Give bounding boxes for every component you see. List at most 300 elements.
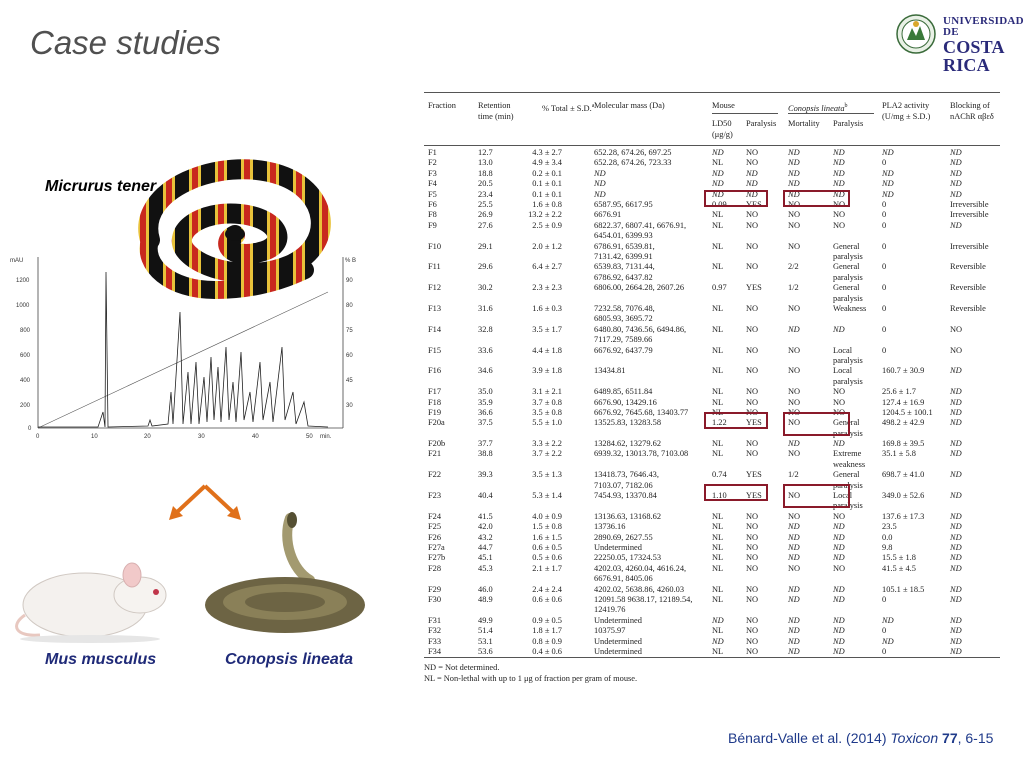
- cell-mortality: NO: [788, 407, 801, 417]
- cell-blocking: ND: [950, 563, 962, 573]
- conopsis-underline: [788, 113, 874, 114]
- table-body: [424, 146, 1000, 657]
- cell-molecular-mass: 13434.81: [594, 366, 626, 376]
- cell-mouse-paralysis: NO: [746, 439, 759, 449]
- cell-mortality: ND: [788, 626, 800, 636]
- header-paralysis: Paralysis: [746, 119, 777, 128]
- cell-blocking: Irreversible: [950, 241, 989, 251]
- cell-retention: 44.7: [478, 543, 493, 553]
- cell-molecular-mass: 6676.90, 13429.16: [594, 397, 657, 407]
- cell-mouse-paralysis: NO: [746, 345, 759, 355]
- cell-mouse-paralysis: NO: [746, 563, 759, 573]
- cell-mortality: ND: [788, 179, 800, 189]
- cell-percent-total: 1.5 ± 0.8: [532, 522, 562, 532]
- cell-mortality: ND: [788, 636, 800, 646]
- cell-retention: 53.1: [478, 636, 493, 646]
- cell-fraction: F23: [428, 491, 442, 501]
- cell-mortality: NO: [788, 387, 801, 397]
- cell-percent-total: 1.8 ± 1.7: [532, 626, 562, 636]
- cell-mortality: NO: [788, 345, 801, 355]
- cell-percent-total: 5.5 ± 1.0: [532, 418, 562, 428]
- cell-molecular-mass: 7454.93, 13370.84: [594, 491, 657, 501]
- cell-pla2: 349.0 ± 52.6: [882, 491, 925, 501]
- cell-ld50: NL: [712, 220, 724, 230]
- cell-blocking: ND: [950, 189, 962, 199]
- cell-conopsis-paralysis: paralysis: [833, 355, 863, 365]
- table-row: [424, 616, 1000, 626]
- cell-pla2: 0: [882, 626, 887, 636]
- cell-percent-total: 4.4 ± 1.8: [532, 345, 562, 355]
- cell-fraction: F32: [428, 626, 442, 636]
- cell-mouse-paralysis: NO: [746, 615, 759, 625]
- cell-pla2: 0.0: [882, 532, 893, 542]
- cell-conopsis-paralysis: ND: [833, 439, 845, 449]
- cell-ld50: NL: [712, 262, 724, 272]
- table-row: [424, 512, 1000, 522]
- cell-pla2: 137.6 ± 17.3: [882, 511, 925, 521]
- cell-mouse-paralysis: NO: [746, 646, 759, 656]
- header-conopsis-sup: b: [844, 103, 848, 109]
- cell-molecular-mass: 6454.01, 6399.93: [594, 231, 653, 241]
- cell-mouse-paralysis: ND: [746, 179, 758, 189]
- cell-blocking: ND: [950, 522, 962, 532]
- cell-conopsis-paralysis: ND: [833, 189, 845, 199]
- cell-fraction: F9: [428, 220, 437, 230]
- cell-blocking: ND: [950, 636, 962, 646]
- cell-blocking: ND: [950, 553, 962, 563]
- header-total-sup: a: [591, 103, 595, 109]
- cell-mouse-paralysis: YES: [746, 418, 762, 428]
- cell-retention: 41.5: [478, 511, 493, 521]
- cell-fraction: F5: [428, 189, 437, 199]
- table-row: [424, 148, 1000, 158]
- cell-pla2: 0: [882, 283, 887, 293]
- cell-pla2: ND: [882, 179, 894, 189]
- cell-fraction: F19: [428, 407, 442, 417]
- cell-fraction: F3: [428, 168, 437, 178]
- cell-ld50: NL: [712, 324, 724, 334]
- cell-percent-total: 3.7 ± 0.8: [532, 397, 562, 407]
- cell-molecular-mass: ND: [594, 189, 606, 199]
- cell-blocking: Irreversible: [950, 210, 989, 220]
- cell-ld50: ND: [712, 148, 724, 157]
- cell-mortality: NO: [788, 511, 801, 521]
- cell-pla2: 0: [882, 158, 887, 168]
- cell-molecular-mass: 13525.83, 13283.58: [594, 418, 661, 428]
- cell-conopsis-paralysis: NO: [833, 220, 846, 230]
- table-row: [424, 585, 1000, 595]
- cell-retention: 13.0: [478, 158, 493, 168]
- cell-percent-total: 0.1 ± 0.1: [532, 179, 562, 189]
- cell-ld50: ND: [712, 168, 724, 178]
- cell-mouse-paralysis: NO: [746, 220, 759, 230]
- table-row: [424, 522, 1000, 532]
- cell-molecular-mass: 6489.85, 6511.84: [594, 387, 653, 397]
- cell-blocking: ND: [950, 168, 962, 178]
- cell-conopsis-paralysis: General: [833, 283, 860, 293]
- header-mouse: Mouse: [712, 101, 735, 110]
- y-tick: 600: [20, 353, 31, 359]
- cell-percent-total: 2.3 ± 2.3: [532, 283, 562, 293]
- y2-tick: 80: [346, 303, 353, 309]
- cell-molecular-mass: 6480.80, 7436.56, 6494.86,: [594, 324, 687, 334]
- cell-fraction: F30: [428, 595, 442, 604]
- cell-ld50: NL: [712, 303, 724, 313]
- cell-retention: 34.6: [478, 366, 493, 376]
- cell-conopsis-paralysis: ND: [833, 584, 845, 594]
- table-row: [424, 221, 1000, 242]
- cell-mouse-paralysis: NO: [746, 626, 759, 636]
- cell-fraction: F27a: [428, 543, 445, 553]
- cell-conopsis-paralysis: NO: [833, 407, 846, 417]
- cell-mortality: NO: [788, 397, 801, 407]
- cell-molecular-mass: 6539.83, 7131.44,: [594, 262, 655, 272]
- cell-conopsis-paralysis: paralysis: [833, 376, 863, 386]
- cell-mortality: 1/2: [788, 283, 799, 293]
- table-row: [424, 242, 1000, 263]
- cell-mouse-paralysis: NO: [746, 584, 759, 594]
- cell-retention: 49.9: [478, 615, 493, 625]
- cell-conopsis-paralysis: ND: [833, 168, 845, 178]
- cell-ld50: NL: [712, 241, 724, 251]
- cell-fraction: F8: [428, 210, 437, 220]
- cell-mortality: ND: [788, 532, 800, 542]
- cell-percent-total: 1.6 ± 0.8: [532, 199, 562, 209]
- cell-pla2: 0: [882, 303, 887, 313]
- cell-pla2: 0: [882, 595, 887, 604]
- cell-retention: 29.6: [478, 262, 493, 272]
- cell-mouse-paralysis: NO: [746, 449, 759, 459]
- cell-ld50: NL: [712, 522, 724, 532]
- cell-molecular-mass: 6822.37, 6807.41, 6676.91,: [594, 220, 687, 230]
- cell-fraction: F29: [428, 584, 442, 594]
- note-nd: ND = Not determined.: [424, 663, 500, 673]
- cell-ld50: 0.74: [712, 470, 727, 480]
- table-row: [424, 325, 1000, 346]
- cell-mortality: ND: [788, 148, 800, 157]
- cell-pla2: 169.8 ± 39.5: [882, 439, 925, 449]
- cell-molecular-mass: 7103.07, 7182.06: [594, 480, 653, 490]
- cell-mortality: ND: [788, 168, 800, 178]
- highlight-box-conopsis-f6: [783, 190, 850, 207]
- cell-blocking: ND: [950, 387, 962, 397]
- cell-retention: 37.5: [478, 418, 493, 428]
- cell-ld50: NL: [712, 626, 724, 636]
- cell-retention: 36.6: [478, 407, 493, 417]
- cell-pla2: 160.7 ± 30.9: [882, 366, 925, 376]
- cell-blocking: Reversible: [950, 283, 986, 293]
- cell-molecular-mass: 13136.63, 13168.62: [594, 511, 661, 521]
- cell-fraction: F18: [428, 397, 442, 407]
- cell-mouse-paralysis: YES: [746, 470, 762, 480]
- cell-molecular-mass: 6676.92, 7645.68, 13403.77: [594, 407, 689, 417]
- table-row: [424, 533, 1000, 543]
- cell-ld50: NL: [712, 646, 724, 656]
- table-row: [424, 346, 1000, 367]
- cell-blocking: ND: [950, 470, 962, 480]
- cell-mouse-paralysis: NO: [746, 532, 759, 542]
- cell-blocking: ND: [950, 595, 962, 604]
- cell-fraction: F21: [428, 449, 442, 459]
- university-name: [943, 16, 1024, 74]
- cell-mortality: NO: [788, 303, 801, 313]
- y-tick: 0: [28, 426, 32, 432]
- cell-fraction: F28: [428, 563, 442, 573]
- cell-ld50: NL: [712, 449, 724, 459]
- cell-conopsis-paralysis: ND: [833, 626, 845, 636]
- table-row: [424, 595, 1000, 616]
- cell-molecular-mass: Undetermined: [594, 615, 642, 625]
- cell-pla2: ND: [882, 636, 894, 646]
- cell-conopsis-paralysis: NO: [833, 397, 846, 407]
- cell-blocking: NO: [950, 345, 963, 355]
- header-mass: Molecular mass (Da): [594, 101, 665, 110]
- cell-fraction: F13: [428, 303, 442, 313]
- cell-pla2: 35.1 ± 5.8: [882, 449, 916, 459]
- cell-percent-total: 1.6 ± 0.3: [532, 303, 562, 313]
- cell-fraction: F25: [428, 522, 442, 532]
- cell-blocking: ND: [950, 418, 962, 428]
- cell-fraction: F20a: [428, 418, 445, 428]
- cell-conopsis-paralysis: General: [833, 418, 860, 428]
- table-row: [424, 439, 1000, 449]
- cell-molecular-mass: Undetermined: [594, 646, 642, 656]
- cell-pla2: 127.4 ± 16.9: [882, 397, 925, 407]
- cell-fraction: F24: [428, 511, 442, 521]
- caption-micrurus-tener: Micrurus tener: [45, 178, 157, 195]
- cell-mouse-paralysis: NO: [746, 303, 759, 313]
- cell-mortality: ND: [788, 189, 800, 199]
- venom-fraction-table: [424, 92, 1000, 684]
- cell-mouse-paralysis: ND: [746, 168, 758, 178]
- cell-retention: 45.1: [478, 553, 493, 563]
- cell-fraction: F22: [428, 470, 442, 480]
- cell-ld50: NL: [712, 543, 724, 553]
- cell-percent-total: 4.0 ± 0.9: [532, 511, 562, 521]
- cell-percent-total: 5.3 ± 1.4: [532, 491, 562, 501]
- cell-molecular-mass: Undetermined: [594, 543, 642, 553]
- cell-molecular-mass: 7131.42, 6399.91: [594, 251, 653, 261]
- table-row: [424, 366, 1000, 387]
- cell-percent-total: 0.6 ± 0.6: [532, 595, 562, 604]
- cell-mouse-paralysis: NO: [746, 595, 759, 604]
- cell-fraction: F34: [428, 646, 442, 656]
- cell-fraction: F11: [428, 262, 441, 272]
- cell-mortality: 1/2: [788, 470, 799, 480]
- cell-mortality: NO: [788, 241, 801, 251]
- cell-molecular-mass: 6806.00, 2664.28, 2607.26: [594, 283, 685, 293]
- header-total-text: % Total ± S.D.: [542, 103, 592, 113]
- cell-mouse-paralysis: ND: [746, 189, 758, 199]
- cell-conopsis-paralysis: NO: [833, 563, 846, 573]
- x-unit-label: min.: [320, 434, 332, 440]
- cell-mortality: 2/2: [788, 262, 799, 272]
- cell-molecular-mass: 2890.69, 2627.55: [594, 532, 653, 542]
- cell-molecular-mass: 7117.29, 7589.66: [594, 335, 653, 345]
- cell-ld50: ND: [712, 179, 724, 189]
- cell-percent-total: 0.4 ± 0.6: [532, 646, 562, 656]
- cell-fraction: F27b: [428, 553, 446, 563]
- cell-mouse-paralysis: NO: [746, 511, 759, 521]
- cell-percent-total: 3.9 ± 1.8: [532, 366, 562, 376]
- cell-mortality: NO: [788, 418, 801, 428]
- cell-fraction: F4: [428, 179, 437, 189]
- table-row: [424, 283, 1000, 304]
- cell-fraction: F20b: [428, 439, 446, 449]
- y2-tick: 75: [346, 328, 353, 334]
- cell-mouse-paralysis: NO: [746, 148, 759, 157]
- cell-mortality: NO: [788, 220, 801, 230]
- cell-conopsis-paralysis: NO: [833, 511, 846, 521]
- cell-pla2: 0: [882, 210, 887, 220]
- cell-blocking: ND: [950, 626, 962, 636]
- header-pla2: PLA2 activity (U/mg ± S.D.): [882, 101, 931, 121]
- cell-ld50: NL: [712, 532, 724, 542]
- table-row: [424, 564, 1000, 585]
- cell-blocking: ND: [950, 543, 962, 553]
- citation-authors: Bénard-Valle et al. (2014): [728, 730, 891, 746]
- header-ld50: LD50 (μg/g): [712, 119, 733, 139]
- cell-retention: 26.9: [478, 210, 493, 220]
- cell-molecular-mass: 10375.97: [594, 626, 626, 636]
- cell-mortality: NO: [788, 449, 801, 459]
- x-tick: 20: [144, 434, 151, 440]
- cell-fraction: F26: [428, 532, 442, 542]
- cell-blocking: ND: [950, 449, 962, 459]
- y-tick: 400: [20, 378, 31, 384]
- caption-conopsis-lineata: Conopsis lineata: [225, 651, 354, 668]
- cell-pla2: ND: [882, 148, 894, 157]
- cell-ld50: NL: [712, 563, 724, 573]
- cell-blocking: ND: [950, 511, 962, 521]
- cell-blocking: ND: [950, 584, 962, 594]
- cell-blocking: ND: [950, 220, 962, 230]
- table-row: [424, 387, 1000, 397]
- cell-retention: 25.5: [478, 199, 493, 209]
- y2-tick: 60: [346, 353, 353, 359]
- cell-percent-total: 0.2 ± 0.1: [532, 168, 562, 178]
- cell-mortality: ND: [788, 324, 800, 334]
- cell-molecular-mass: 6939.32, 13013.78, 7103.08: [594, 449, 689, 459]
- highlight-box-mouse-f20a: [704, 412, 768, 429]
- cell-retention: 33.6: [478, 345, 493, 355]
- cell-blocking: NO: [950, 324, 963, 334]
- cell-percent-total: 1.6 ± 1.5: [532, 532, 562, 542]
- citation-journal: Toxicon: [890, 730, 939, 746]
- cell-mouse-paralysis: NO: [746, 324, 759, 334]
- highlight-box-mouse-f23: [704, 484, 768, 501]
- cell-mortality: ND: [788, 615, 800, 625]
- cell-conopsis-paralysis: weakness: [833, 459, 866, 469]
- cell-mouse-paralysis: NO: [746, 522, 759, 532]
- university-name-line2: COSTA RICA: [943, 37, 1004, 75]
- cell-mortality: ND: [788, 595, 800, 604]
- cell-conopsis-paralysis: ND: [833, 646, 845, 656]
- y2-tick: 30: [346, 403, 353, 409]
- cell-blocking: ND: [950, 397, 962, 407]
- cell-blocking: ND: [950, 179, 962, 189]
- cell-percent-total: 3.5 ± 1.3: [532, 470, 562, 480]
- cell-pla2: 15.5 ± 1.8: [882, 553, 916, 563]
- y-tick: 800: [20, 328, 31, 334]
- cell-percent-total: 2.1 ± 1.7: [532, 563, 562, 573]
- cell-fraction: F10: [428, 241, 442, 251]
- y-tick: 1200: [16, 278, 30, 284]
- cell-percent-total: 13.2 ± 2.2: [528, 210, 562, 220]
- cell-molecular-mass: 13736.16: [594, 522, 626, 532]
- table-row: [424, 262, 1000, 283]
- cell-mortality: ND: [788, 158, 800, 168]
- cell-pla2: 698.7 ± 41.0: [882, 470, 925, 480]
- cell-mouse-paralysis: YES: [746, 283, 762, 293]
- cell-retention: 42.0: [478, 522, 493, 532]
- cell-molecular-mass: 13284.62, 13279.62: [594, 439, 661, 449]
- table-row: [424, 304, 1000, 325]
- cell-mortality: NO: [788, 199, 801, 209]
- cell-mortality: NO: [788, 366, 801, 376]
- cell-conopsis-paralysis: ND: [833, 543, 845, 553]
- cell-conopsis-paralysis: Local: [833, 366, 853, 376]
- cell-percent-total: 3.3 ± 2.2: [532, 439, 562, 449]
- header-paralysis-2: Paralysis: [833, 119, 864, 128]
- cell-molecular-mass: 6786.92, 6437.82: [594, 272, 653, 282]
- university-name-line1: UNIVERSIDAD DE: [943, 15, 1024, 38]
- cell-fraction: F14: [428, 324, 442, 334]
- cell-ld50: NL: [712, 345, 724, 355]
- cell-conopsis-paralysis: ND: [833, 553, 845, 563]
- citation-pages: , 6-15: [957, 730, 994, 746]
- table-row: [424, 449, 1000, 470]
- cell-pla2: 9.8: [882, 543, 893, 553]
- cell-pla2: 0: [882, 345, 887, 355]
- cell-pla2: 1204.5 ± 100.1: [882, 407, 933, 417]
- cell-conopsis-paralysis: Extreme: [833, 449, 862, 459]
- header-total: [542, 101, 594, 114]
- cell-molecular-mass: 652.28, 674.26, 723.33: [594, 158, 672, 168]
- header-fraction: Fraction: [428, 101, 456, 110]
- cell-percent-total: 4.9 ± 3.4: [532, 158, 562, 168]
- cell-pla2: 0: [882, 241, 887, 251]
- cell-retention: 35.0: [478, 387, 493, 397]
- cell-retention: 35.9: [478, 397, 493, 407]
- table-notes: [424, 662, 1000, 684]
- cell-mouse-paralysis: NO: [746, 241, 759, 251]
- cell-pla2: 0: [882, 262, 887, 272]
- cell-ld50: NL: [712, 158, 724, 168]
- cell-conopsis-paralysis: paralysis: [833, 480, 863, 490]
- cell-percent-total: 0.5 ± 0.6: [532, 553, 562, 563]
- cell-conopsis-paralysis: paralysis: [833, 428, 863, 438]
- cell-molecular-mass: 4202.03, 4260.04, 4616.24,: [594, 563, 687, 573]
- cell-retention: 43.2: [478, 532, 493, 542]
- cell-percent-total: 3.1 ± 2.1: [532, 387, 562, 397]
- cell-conopsis-paralysis: paralysis: [833, 251, 863, 261]
- cell-mouse-paralysis: NO: [746, 158, 759, 168]
- cell-retention: 18.8: [478, 168, 493, 178]
- y-tick: 1000: [16, 303, 30, 309]
- cell-retention: 45.3: [478, 563, 493, 573]
- citation-volume: 77: [942, 730, 958, 746]
- header-blocking: Blocking of nAChR αβεδ: [950, 101, 994, 121]
- cell-fraction: F12: [428, 283, 442, 293]
- cell-conopsis-paralysis: ND: [833, 595, 845, 604]
- cell-conopsis-paralysis: Weakness: [833, 303, 867, 313]
- cell-mortality: ND: [788, 439, 800, 449]
- cell-conopsis-paralysis: NO: [833, 199, 846, 209]
- cell-ld50: NL: [712, 511, 724, 521]
- cell-blocking: ND: [950, 439, 962, 449]
- cell-blocking: Reversible: [950, 262, 986, 272]
